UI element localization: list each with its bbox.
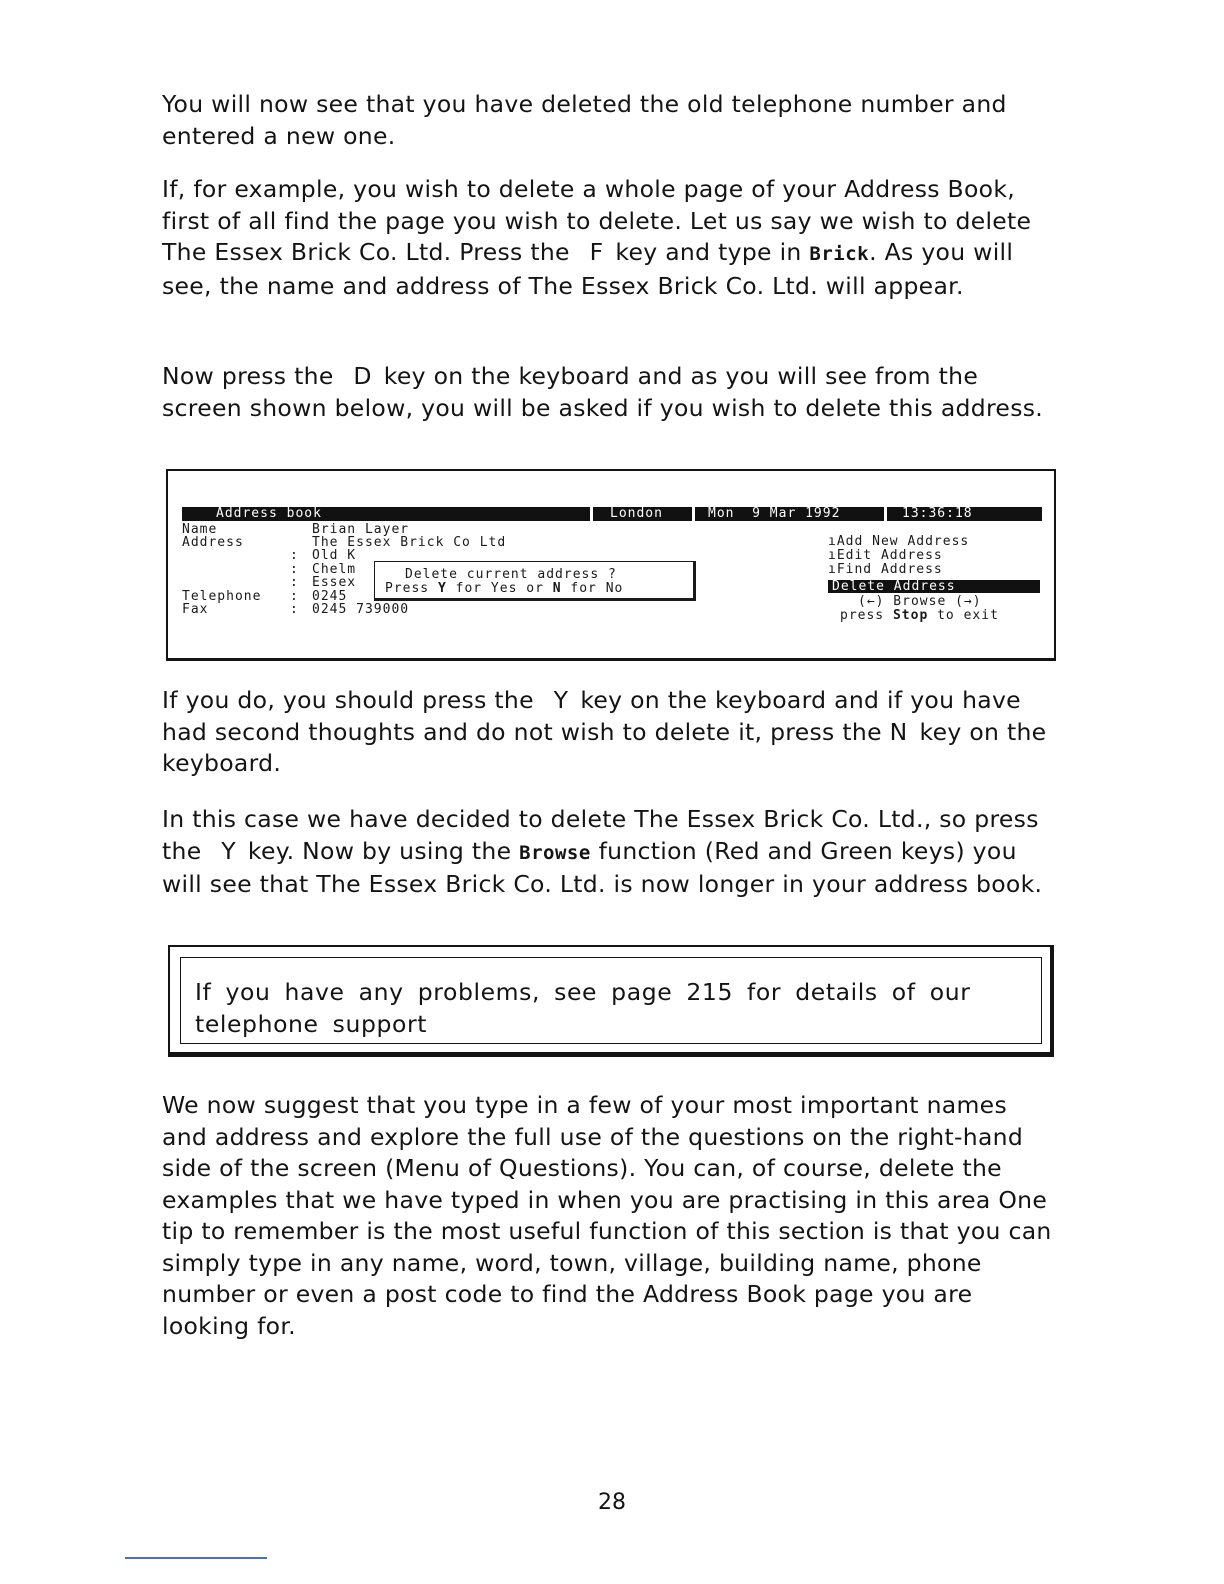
text: key. Now by using the: [247, 836, 512, 865]
support-note-text: If you have any problems, see page 215 for details of our telephone support: [195, 978, 971, 1038]
value-fax: 0245 739000: [312, 602, 410, 617]
text: If, for example, you wish to delete a whole page of your Address Book, first of all find the page you wish to delete. Let us say we wish to delete The Essex Brick Co. Ltd. Press the: [162, 175, 1032, 266]
support-note-box: [168, 945, 1054, 1057]
colons: : : : : :: [290, 548, 299, 617]
no-key[interactable]: N: [552, 581, 562, 596]
value-address-3: Chelm: [312, 562, 357, 577]
label-address: Address: [182, 535, 244, 550]
menu-edit[interactable]: ıEdit Address: [828, 548, 943, 563]
date: Mon 9 Mar 1992: [708, 506, 841, 521]
keyword-brick: Brick: [809, 243, 870, 265]
key-d: D: [353, 362, 372, 390]
value-telephone: 0245: [312, 589, 348, 604]
label-fax: Fax: [182, 602, 209, 617]
time: 13:36:18: [902, 506, 973, 521]
text: . As you will see, the name and address of The Essex Brick Co. Ltd. will appear.: [162, 238, 1014, 300]
paragraph-confirm: [162, 685, 1054, 780]
paragraph-suggestion: We now suggest that you type in a few of your most important names and address and explore the full use of the questions on the right-hand side of the screen (Menu of Questions). You can, of course, delete the examples that we have typed in when you are practising in this area One tip to remember is the most useful function of this section is that you can simply type in any name, word, town, village, building name, phone number or even a post code to find the Address Book page you are looking for.: [162, 1091, 1052, 1340]
text: key on the keyboard and as you will see from the screen shown below, you will be asked if you wish to delete this address.: [162, 362, 1044, 422]
paragraph-intro: You will now see that you have deleted the old telephone number and entered a new one.: [162, 90, 1007, 150]
text: In this case we have decided to delete The Essex Brick Co. Ltd., so press the: [162, 805, 1039, 865]
text: function (Red and Green keys) you will see that The Essex Brick Co. Ltd. is now longer in your address book.: [162, 836, 1043, 898]
delete-confirm-dialog: [374, 561, 696, 601]
menu-exit: press Stop to exit: [840, 608, 999, 623]
screen-title: Address book: [216, 506, 322, 521]
yes-key[interactable]: Y: [437, 581, 447, 596]
paragraph-delete-page: [162, 174, 1054, 302]
value-address-1: The Essex Brick Co Ltd: [312, 535, 507, 550]
menu-find[interactable]: ıFind Address: [828, 562, 943, 577]
text: Now press the: [162, 362, 334, 390]
text: key on the keyboard and if you have had second thoughts and do not wish to delete it, press the: [162, 686, 1021, 746]
title-bar: [182, 507, 1042, 521]
value-address-4: Essex: [312, 575, 357, 590]
key-y: Y: [553, 686, 569, 714]
text: key and type in: [615, 238, 802, 266]
menu-add[interactable]: ıAdd New Address: [828, 534, 970, 549]
menu-browse[interactable]: (←) Browse (→): [858, 594, 982, 609]
dialog-instruction: Press Y for Yes or N for No: [385, 581, 624, 596]
key-n: N: [889, 717, 908, 746]
menu-delete-selected[interactable]: Delete Address: [828, 580, 1040, 593]
keyword-browse: Browse: [519, 841, 591, 864]
label-telephone: Telephone: [182, 589, 262, 604]
key-f: F: [589, 238, 604, 266]
location: London: [610, 506, 663, 521]
page-number: 28: [598, 1490, 626, 1515]
value-name: Brian Layer: [312, 522, 410, 537]
dialog-question: Delete current address ?: [405, 567, 617, 582]
paragraph-press-d: [162, 361, 1054, 424]
value-address-2: Old K: [312, 548, 357, 563]
key-y: Y: [221, 836, 236, 865]
footer-rule: [125, 1557, 267, 1559]
paragraph-browse: [162, 804, 1054, 901]
address-book-screenshot: [166, 469, 1056, 661]
text: key on the keyboard.: [162, 717, 1047, 777]
text: If you do, you should press the: [162, 686, 534, 714]
label-name: Name: [182, 522, 218, 537]
